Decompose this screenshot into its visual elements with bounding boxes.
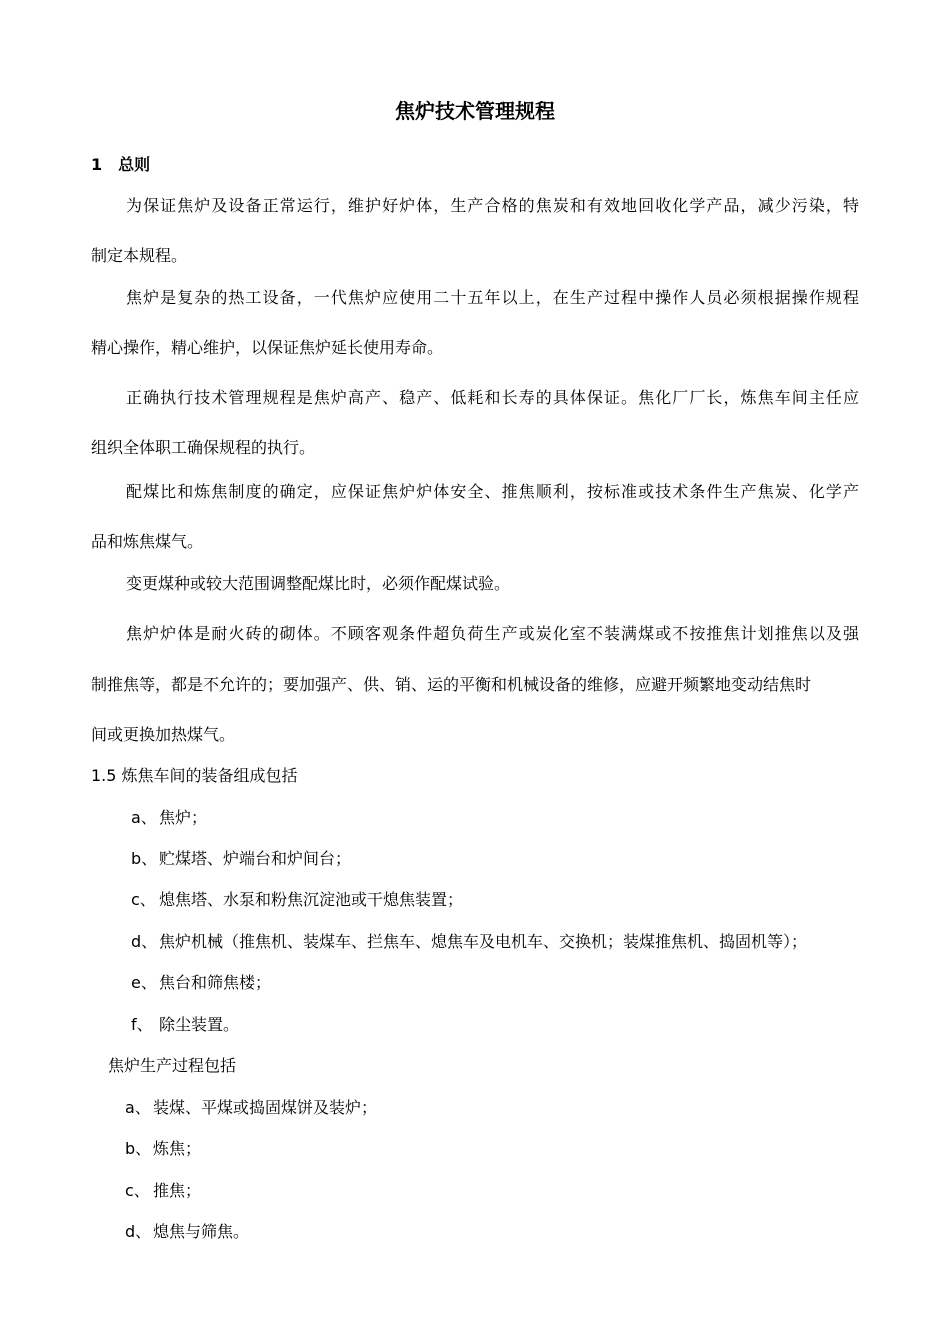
list-item [131,932,807,952]
paragraph-line: 为保证焦炉及设备正常运行，维护好炉体，生产合格的焦炭和有效地回收化学产品，减少污染，特 [126,196,859,215]
paragraph-line: 间或更换加热煤气。 [91,725,236,744]
section-1-number: 1 [91,155,103,174]
list-item-text: 焦炉； [159,808,208,827]
list-item [131,973,271,993]
list-item-text: 装煤、平煤或捣固煤饼及装炉； [153,1098,378,1117]
process-heading: 焦炉生产过程包括 [108,1056,237,1075]
section-1-5-heading: 1.5 炼焦车间的装备组成包括 [91,766,298,785]
list-marker: c、 [131,890,156,909]
list-item-text: 除尘装置。 [159,1015,240,1034]
paragraph-line: 焦炉是复杂的热工设备，一代焦炉应使用二十五年以上，在生产过程中操作人员必须根据操作规程 [126,288,859,307]
paragraph-line: 配煤比和炼焦制度的确定，应保证焦炉炉体安全、推焦顺利，按标准或技术条件生产焦炭、化学产 [126,482,859,501]
list-item [131,808,207,828]
page-title: 焦炉技术管理规程 [395,99,555,123]
list-marker: d、 [125,1222,152,1241]
list-item [131,1015,239,1035]
list-item-text: 熄焦与筛焦。 [153,1222,250,1241]
list-marker: e、 [131,973,157,992]
paragraph: 变更煤种或较大范围调整配煤比时，必须作配煤试验。 [126,574,511,593]
list-item-text: 贮煤塔、炉端台和炉间台； [159,849,352,868]
list-item [125,1181,201,1201]
paragraph-line: 品和炼焦煤气。 [91,532,204,551]
list-item [131,890,463,910]
list-item [125,1139,201,1159]
list-marker: b、 [125,1139,152,1158]
list-marker: c、 [125,1181,150,1200]
paragraph-line: 精心操作，精心维护，以保证焦炉延长使用寿命。 [91,338,444,357]
paragraph-line: 组织全体职工确保规程的执行。 [91,438,316,457]
section-1-heading [91,155,150,175]
list-item [131,849,351,869]
list-item-text: 熄焦塔、水泵和粉焦沉淀池或干熄焦装置； [159,890,464,909]
list-item-text: 焦炉机械（推焦机、装煤车、拦焦车、熄焦车及电机车、交换机；装煤推焦机、捣固机等）； [159,932,808,951]
list-marker: b、 [131,849,158,868]
list-marker: d、 [131,932,158,951]
list-marker: f、 [131,1015,153,1034]
paragraph-line: 制推焦等，都是不允许的；要加强产、供、销、运的平衡和机械设备的维修，应避开频繁地变动结焦时 [91,675,812,694]
list-marker: a、 [131,808,157,827]
list-item [125,1098,377,1118]
list-item-text: 焦台和筛焦楼； [159,973,272,992]
list-marker: a、 [125,1098,151,1117]
paragraph-line: 正确执行技术管理规程是焦炉高产、稳产、低耗和长寿的具体保证。焦化厂厂长，炼焦车间主任应 [126,388,859,407]
list-item-text: 炼焦； [153,1139,202,1158]
list-item [125,1222,249,1242]
list-item-text: 推焦； [153,1181,202,1200]
paragraph-line: 制定本规程。 [91,246,188,265]
paragraph-line: 焦炉炉体是耐火砖的砌体。不顾客观条件超负荷生产或炭化室不装满煤或不按推焦计划推焦以及强 [126,624,859,643]
section-1-title: 总则 [118,155,151,174]
